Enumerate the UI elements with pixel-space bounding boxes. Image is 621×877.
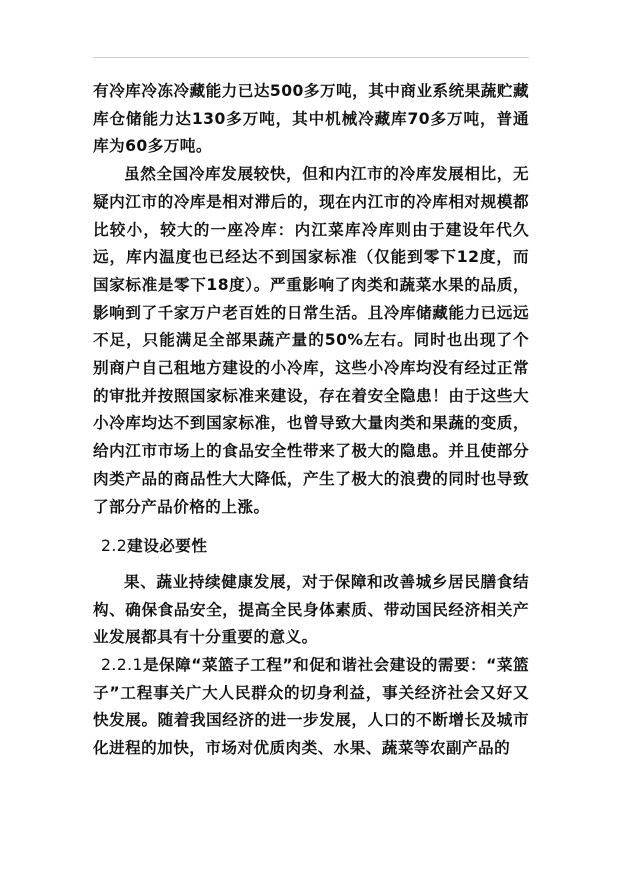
paragraph-neijiang-cold-storage: 虽然全国冷库发展较快，但和内江市的冷库发展相比，无疑内江市的冷库是相对滞后的，现在内江市的冷库相对规模都比较小，较大的一座冷库：内江菜库冷库则由于建设年代久远，库内温度也已经达不到国家标准（仅能到零下12度，而国家标准是零下18度）。严重影响了肉类和蔬菜水果的品质，影响到了千家万户老百姓的日常生活。且冷库储藏能力已远远不足，只能满足全部果蔬产量的50%左右。同时也出现了个别商户自己租地方建设的小冷库，这些小冷库均没有经过正常的审批并按照国家标准来建设，存在着安全隐患！由于这些大小冷库均达不到国家标准，也曾导致大量肉类和果蔬的变质，给内江市市场上的食品安全性带来了极大的隐患。并且使部分肉类产品的商品性大大降低，产生了极大的浪费的同时也导致了部分产品价格的上涨。: [93, 165, 529, 516]
paragraph-cold-storage-capacity: 有冷库冷冻冷藏能力已达500多万吨，其中商业系统果蔬贮藏库仓储能力达130多万吨，其中机械冷藏库70多万吨，普通库为60多万吨。: [93, 82, 529, 156]
subsection-2-2-1: [93, 652, 529, 763]
document-body: [93, 78, 529, 763]
subsection-text: “菜篮子”工程事关广大人民群众的切身利益，事关经济社会又好又快发展。随着我国经济的进一步发展，人口的不断增长及城市化进程的加快，市场对优质肉类、水果、蔬菜等农副产品的: [93, 656, 529, 758]
paragraph-significance: 果、蔬业持续健康发展，对于保障和改善城乡居民膳食结构、确保食品安全，提高全民身体素质、带动国民经济相关产业发展都具有十分重要的意义。: [93, 572, 529, 647]
section-heading: [93, 533, 529, 561]
subsection-lead: 是保障“菜篮子工程”和促和谐社会建设的需要：: [142, 656, 487, 675]
header-divider: [93, 57, 529, 58]
section-number: 2.2: [101, 537, 128, 556]
section-title: 建设必要性: [127, 537, 208, 556]
subsection-number: 2.2.1: [101, 656, 143, 675]
